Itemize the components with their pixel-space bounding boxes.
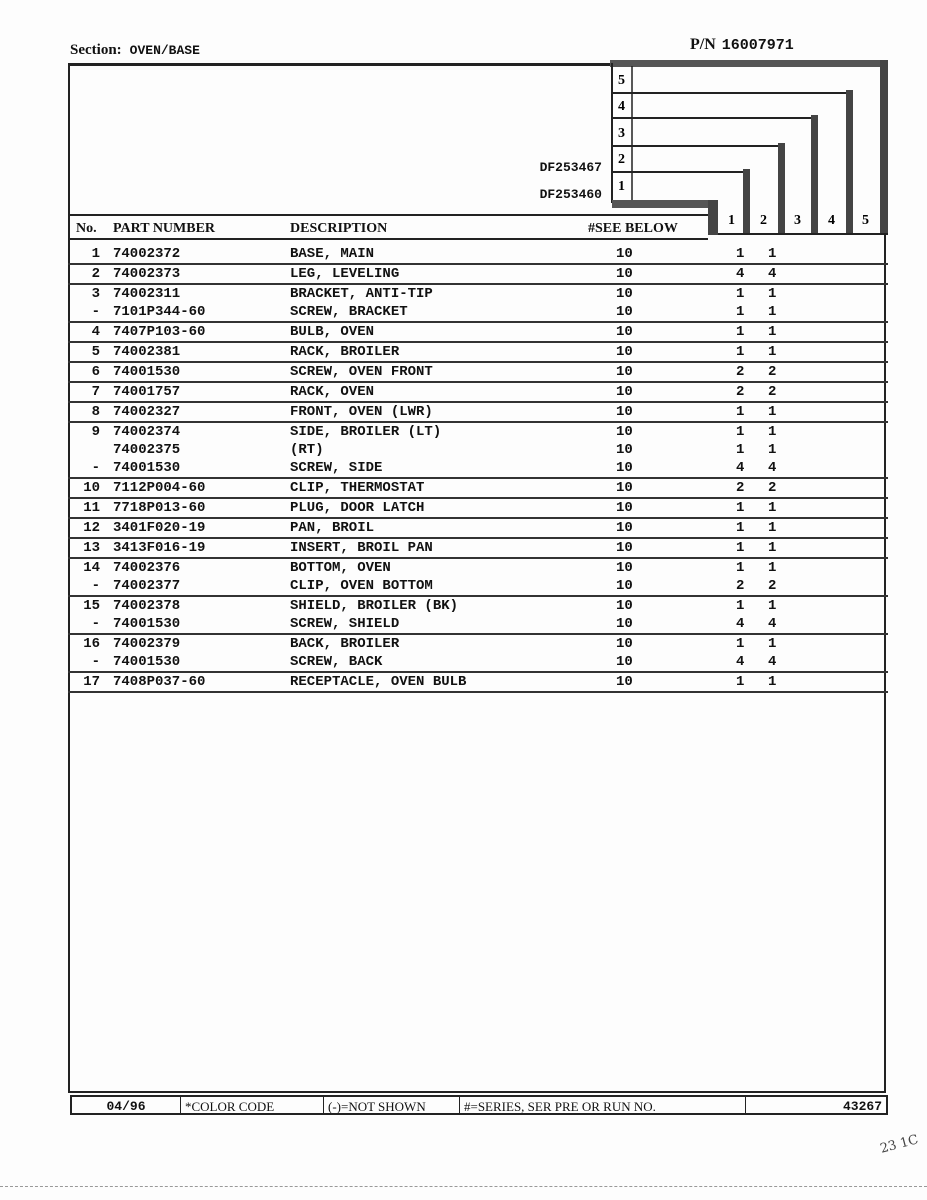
see-below: 10 (616, 424, 633, 440)
qty-model-1: 4 (736, 616, 745, 632)
footer-bar (70, 1095, 888, 1115)
item-number: 7 (91, 384, 100, 400)
part-number: 74002375 (113, 442, 181, 458)
row-group (68, 323, 888, 343)
section-value: OVEN/BASE (129, 43, 200, 58)
qty-model-1: 2 (736, 364, 745, 380)
qty-model-1: 4 (736, 654, 745, 670)
see-below: 10 (616, 324, 633, 340)
row-group (68, 285, 888, 323)
qty-model-2: 4 (768, 460, 777, 476)
table-row (68, 499, 888, 517)
qty-model-1: 1 (736, 304, 745, 320)
description: SIDE, BROILER (LT) (290, 424, 442, 440)
qty-model-1: 1 (736, 286, 745, 302)
model-col-3: 3 (794, 213, 801, 228)
part-number: 74002378 (113, 598, 181, 614)
part-number: 74001530 (113, 460, 181, 476)
table-row (68, 303, 888, 321)
table-row (68, 615, 888, 633)
qty-model-2: 1 (768, 324, 777, 340)
see-below: 10 (616, 598, 633, 614)
qty-model-2: 1 (768, 520, 777, 536)
model-col-5: 5 (862, 213, 869, 228)
qty-model-2: 2 (768, 578, 777, 594)
row-group (68, 383, 888, 403)
table-row (68, 383, 888, 401)
item-number: 12 (83, 520, 100, 536)
qty-model-2: 4 (768, 266, 777, 282)
qty-model-2: 4 (768, 654, 777, 670)
qty-model-1: 1 (736, 246, 745, 262)
qty-model-2: 1 (768, 424, 777, 440)
qty-model-1: 1 (736, 424, 745, 440)
qty-model-2: 1 (768, 636, 777, 652)
row-group (68, 559, 888, 597)
item-number: - (91, 304, 100, 320)
qty-model-2: 1 (768, 344, 777, 360)
item-number: - (91, 460, 100, 476)
description: SCREW, BRACKET (290, 304, 408, 320)
qty-model-1: 1 (736, 674, 745, 690)
description: BRACKET, ANTI-TIP (290, 286, 433, 302)
see-below: 10 (616, 384, 633, 400)
part-number: 3401F020-19 (113, 520, 206, 536)
qty-model-2: 1 (768, 304, 777, 320)
part-number: 74002311 (113, 286, 181, 302)
model-number-2: DF253467 (539, 160, 602, 175)
see-below: 10 (616, 616, 633, 632)
table-row (68, 539, 888, 557)
table-row (68, 673, 888, 691)
table-row (68, 423, 888, 441)
qty-model-2: 2 (768, 384, 777, 400)
row-group (68, 539, 888, 559)
see-below: 10 (616, 674, 633, 690)
see-below: 10 (616, 500, 633, 516)
model-row-2: 2 (618, 152, 625, 167)
description: RACK, OVEN (290, 384, 375, 400)
qty-model-1: 2 (736, 384, 745, 400)
qty-model-1: 4 (736, 460, 745, 476)
qty-model-1: 1 (736, 636, 745, 652)
qty-model-1: 4 (736, 266, 745, 282)
footer-date: 04/96 (72, 1097, 181, 1113)
part-number: 74002374 (113, 424, 181, 440)
part-number: 74002373 (113, 266, 181, 282)
table-row (68, 343, 888, 361)
table-row (68, 559, 888, 577)
qty-model-2: 1 (768, 286, 777, 302)
see-below: 10 (616, 560, 633, 576)
part-number: 74001530 (113, 654, 181, 670)
description: PLUG, DOOR LATCH (290, 500, 425, 516)
col-header-description: DESCRIPTION (290, 221, 388, 236)
see-below: 10 (616, 636, 633, 652)
footer-series: #=SERIES, SER PRE OR RUN NO. (460, 1097, 746, 1113)
table-row (68, 403, 888, 421)
see-below: 10 (616, 520, 633, 536)
qty-model-1: 1 (736, 500, 745, 516)
qty-model-1: 2 (736, 480, 745, 496)
qty-model-1: 1 (736, 598, 745, 614)
row-group (68, 343, 888, 363)
footer-not-shown: (-)=NOT SHOWN (324, 1097, 460, 1113)
description: BOTTOM, OVEN (290, 560, 391, 576)
description: LEG, LEVELING (290, 266, 400, 282)
row-group (68, 635, 888, 673)
description: BACK, BROILER (290, 636, 400, 652)
part-number: 7408P037-60 (113, 674, 206, 690)
row-group (68, 673, 888, 693)
qty-model-1: 1 (736, 520, 745, 536)
see-below: 10 (616, 578, 633, 594)
description: BULB, OVEN (290, 324, 375, 340)
table-row (68, 245, 888, 263)
part-number: 74002376 (113, 560, 181, 576)
description: (RT) (290, 442, 324, 458)
row-group (68, 423, 888, 479)
row-group (68, 597, 888, 635)
item-number: 2 (91, 266, 100, 282)
row-group (68, 403, 888, 423)
see-below: 10 (616, 654, 633, 670)
col-header-part-number: PART NUMBER (113, 221, 216, 236)
model-col-1: 1 (728, 213, 735, 228)
see-below: 10 (616, 540, 633, 556)
see-below: 10 (616, 246, 633, 262)
item-number: - (91, 616, 100, 632)
description: SCREW, BACK (290, 654, 383, 670)
description: SHIELD, BROILER (BK) (290, 598, 459, 614)
qty-model-2: 1 (768, 246, 777, 262)
description: INSERT, BROIL PAN (290, 540, 433, 556)
item-number: 10 (83, 480, 100, 496)
col-header-see-below: #SEE BELOW (588, 221, 678, 236)
qty-model-2: 1 (768, 560, 777, 576)
table-row (68, 597, 888, 615)
see-below: 10 (616, 460, 633, 476)
table-row (68, 459, 888, 477)
column-headers (68, 214, 708, 240)
table-row (68, 441, 888, 459)
qty-model-1: 2 (736, 578, 745, 594)
qty-model-2: 1 (768, 404, 777, 420)
item-number: 9 (91, 424, 100, 440)
row-group (68, 499, 888, 519)
item-number: 13 (83, 540, 100, 556)
model-col-2: 2 (760, 213, 767, 228)
description: SCREW, SHIELD (290, 616, 400, 632)
row-group (68, 519, 888, 539)
table-row (68, 519, 888, 537)
part-number: 7101P344-60 (113, 304, 206, 320)
qty-model-2: 2 (768, 480, 777, 496)
qty-model-2: 4 (768, 616, 777, 632)
see-below: 10 (616, 286, 633, 302)
description: RECEPTACLE, OVEN BULB (290, 674, 467, 690)
part-number: 7112P004-60 (113, 480, 206, 496)
row-group (68, 363, 888, 383)
qty-model-2: 1 (768, 598, 777, 614)
part-number: 74002327 (113, 404, 181, 420)
model-row-1: 1 (618, 179, 625, 194)
page-edge-line (0, 1186, 927, 1187)
qty-model-1: 1 (736, 344, 745, 360)
see-below: 10 (616, 404, 633, 420)
item-number: - (91, 578, 100, 594)
qty-model-1: 1 (736, 442, 745, 458)
qty-model-1: 1 (736, 324, 745, 340)
model-stair-diagram (0, 0, 927, 245)
stair-top-band (610, 60, 888, 67)
qty-model-2: 1 (768, 674, 777, 690)
model-number-1: DF253460 (539, 187, 602, 202)
qty-model-1: 1 (736, 404, 745, 420)
table-row (68, 479, 888, 497)
model-row-5: 5 (618, 73, 625, 88)
item-number: 17 (83, 674, 100, 690)
description: RACK, BROILER (290, 344, 400, 360)
section-label: Section: (70, 42, 122, 58)
see-below: 10 (616, 266, 633, 282)
see-below: 10 (616, 364, 633, 380)
table-row (68, 323, 888, 341)
item-number: 5 (91, 344, 100, 360)
item-number: 16 (83, 636, 100, 652)
table-row (68, 265, 888, 283)
item-number: 1 (91, 246, 100, 262)
see-below: 10 (616, 442, 633, 458)
part-number: 74001530 (113, 616, 181, 632)
item-number: 3 (91, 286, 100, 302)
part-number: 7718P013-60 (113, 500, 206, 516)
description: SCREW, SIDE (290, 460, 383, 476)
description: BASE, MAIN (290, 246, 375, 262)
qty-model-1: 1 (736, 560, 745, 576)
item-number: - (91, 654, 100, 670)
pn-value: 16007971 (721, 37, 794, 54)
part-number: 74001530 (113, 364, 181, 380)
qty-model-2: 1 (768, 540, 777, 556)
see-below: 10 (616, 304, 633, 320)
item-number: 14 (83, 560, 100, 576)
description: SCREW, OVEN FRONT (290, 364, 433, 380)
qty-model-1: 1 (736, 540, 745, 556)
table-row (68, 635, 888, 653)
description: CLIP, THERMOSTAT (290, 480, 425, 496)
description: CLIP, OVEN BOTTOM (290, 578, 433, 594)
part-number: 74002372 (113, 246, 181, 262)
footer-doc-number: 43267 (842, 1099, 882, 1113)
row-group (68, 265, 888, 285)
qty-model-2: 1 (768, 500, 777, 516)
part-number: 3413F016-19 (113, 540, 206, 556)
item-number: 8 (91, 404, 100, 420)
part-number: 74002379 (113, 636, 181, 652)
parts-table-body (68, 245, 888, 693)
description: FRONT, OVEN (LWR) (290, 404, 433, 420)
part-number: 74001757 (113, 384, 181, 400)
row-group (68, 479, 888, 499)
model-row-3: 3 (618, 126, 625, 141)
item-number: 4 (91, 324, 100, 340)
see-below: 10 (616, 344, 633, 360)
row-group (68, 245, 888, 265)
handwritten-note: 23 1C (878, 1132, 921, 1157)
table-row (68, 653, 888, 671)
qty-model-2: 1 (768, 442, 777, 458)
part-number: 7407P103-60 (113, 324, 206, 340)
table-row (68, 577, 888, 595)
model-row-4: 4 (618, 99, 625, 114)
see-below: 10 (616, 480, 633, 496)
col-header-no: No. (76, 221, 97, 236)
table-row (68, 363, 888, 381)
item-number: 15 (83, 598, 100, 614)
footer-color-code: *COLOR CODE (181, 1097, 324, 1113)
qty-model-2: 2 (768, 364, 777, 380)
part-number: 74002377 (113, 578, 181, 594)
description: PAN, BROIL (290, 520, 375, 536)
model-col-4: 4 (828, 213, 835, 228)
part-number: 74002381 (113, 344, 181, 360)
pn-label: P/N (690, 36, 716, 53)
table-row (68, 285, 888, 303)
item-number: 6 (91, 364, 100, 380)
item-number: 11 (83, 500, 100, 516)
